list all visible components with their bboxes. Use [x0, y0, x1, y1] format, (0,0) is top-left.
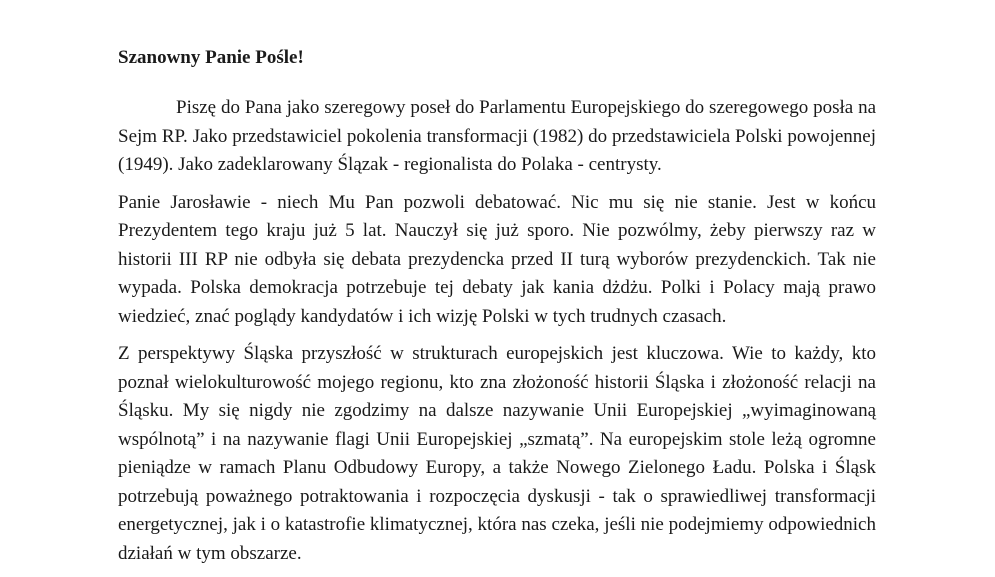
letter-paragraph-3: Z perspektywy Śląska przyszłość w strukturach europejskich jest kluczowa. Wie to każdy, kto poznał wielokulturowość mojego regionu, kto zna złożoność historii Śląska i złożoność relacji na Śląsku. My się nigdy nie zgodzimy na dalsze nazywanie Unii Europejskiej „wyimaginowaną wspólnotą” i na nazywanie flagi Unii Europejskiej „szmatą”. Na europejskim stole leżą ogromne pieniądze w ramach Planu Odbudowy Europy, a także Nowego Zielonego Ładu. Polska i Śląsk potrzebują poważnego potraktowania i rozpoczęcia dyskusji - tak o sprawiedliwej transformacji energetycznej, jak i o katastrofie klimatycznej, która nas czeka, jeśli nie podejmiemy odpowiednich działań w tym obszarze. [118, 343, 876, 564]
letter-page [118, 44, 876, 577]
letter-salutation: Szanowny Panie Pośle! [118, 47, 304, 68]
letter-paragraph-2: Panie Jarosławie - niech Mu Pan pozwoli debatować. Nic mu się nie stanie. Jest w końcu Prezydentem tego kraju już 5 lat. Nauczył się już sporo. Nie pozwólmy, żeby pierwszy raz w historii III RP nie odbyła się debata prezydencka przed II turą wyborów prezydenckich. Tak nie wypada. Polska demokracja potrzebuje tej debaty jak kania dżdżu. Polki i Polacy mają prawo wiedzieć, znać poglądy kandydatów i ich wizję Polski w tych trudnych czasach. [118, 191, 876, 327]
letter-paragraph-1: Piszę do Pana jako szeregowy poseł do Parlamentu Europejskiego do szeregowego posła na Sejm RP. Jako przedstawiciel pokolenia transformacji (1982) do przedstawiciela Polski powojennej (1949). Jako zadeklarowany Ślązak - regionalista do Polaka - centrysty. [118, 97, 876, 175]
